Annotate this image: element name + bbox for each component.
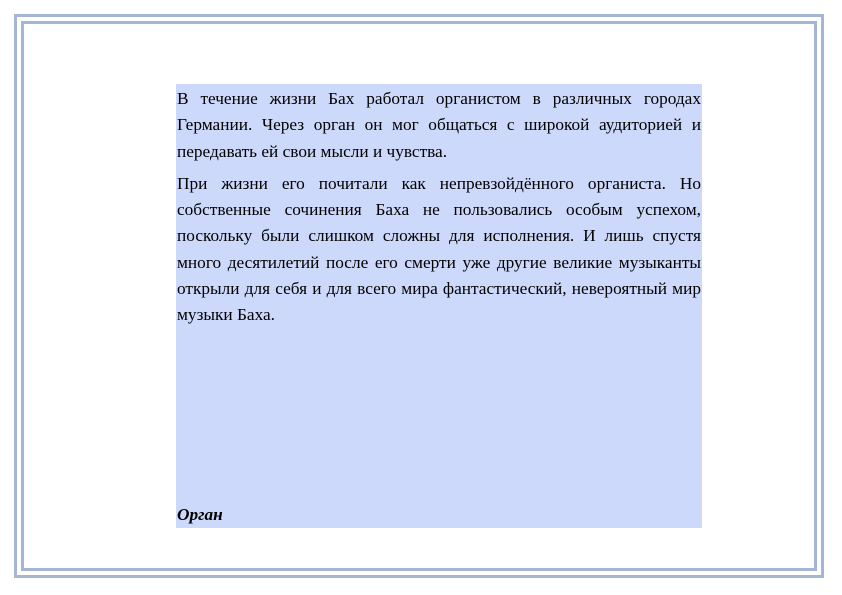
text-box	[176, 84, 702, 528]
caption: Орган	[177, 505, 223, 524]
paragraph-1: В течение жизни Бах работал органистом в различных городах Германии. Через орган он мог общаться с широкой аудиторией и передавать ей свои мысли и чувства.	[177, 89, 701, 161]
paragraph-2: При жизни его почитали как непревзойдённого органиста. Но собственные сочинения Баха не пользовались особым успехом, поскольку были слишком сложны для исполнения. И лишь спустя много десятилетий после его смерти уже другие великие музыканты открыли для себя и для всего мира фантастический, невероятный мир музыки Баха.	[177, 173, 701, 325]
